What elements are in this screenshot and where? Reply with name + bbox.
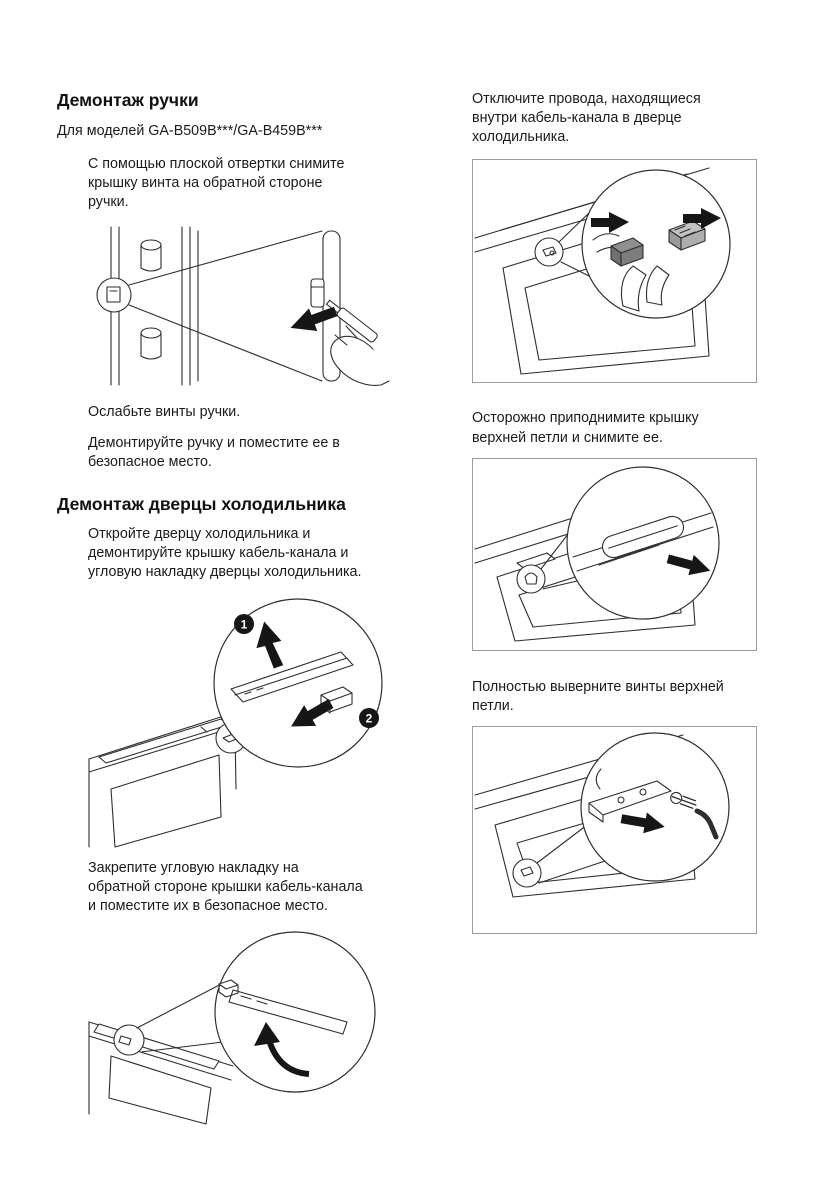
- hinge-cover-removal-illustration: [473, 459, 756, 650]
- step-attach-corner-trim: Закрепите угловую накладку на обратной стороне крышки кабель-канала и поместите их в безопасное место.: [88, 859, 363, 914]
- step-open-door-remove-cover: Откройте дверцу холодильника и демонтируйте крышку кабель-канала и угловую накладку дверцы холодильника.: [88, 526, 362, 581]
- handle-removal-illustration: [85, 221, 395, 391]
- figure-handle-removal: [85, 221, 415, 391]
- heading-handle-removal: Демонтаж ручки: [57, 90, 199, 110]
- heading-door-removal: Демонтаж дверцы холодильника: [57, 494, 346, 515]
- cable-cover-removal-illustration: [85, 591, 395, 851]
- step-remove-screw-cover: С помощью плоской отвертки снимите крышку винта на обратной стороне ручки.: [88, 156, 345, 211]
- step-unscrew-hinge: Полностью выверните винты верхней петли.: [472, 678, 724, 714]
- left-column: [57, 90, 415, 1132]
- figure-badge-1: 1: [240, 617, 248, 632]
- step-remove-handle: Демонтируйте ручку и поместите ее в безопасное место.: [88, 434, 340, 470]
- step-disconnect-wires: Отключите провода, находящиеся внутри кабель-канала в дверце холодильника.: [472, 91, 701, 146]
- figure-corner-trim-storage: [85, 924, 415, 1132]
- corner-trim-storage-illustration: [85, 924, 395, 1132]
- step-loosen-screws: Ослабьте винты ручки.: [88, 403, 241, 420]
- step-lift-hinge-cover: Осторожно приподнимите крышку верхней петли и снимите ее.: [472, 410, 699, 446]
- right-column: [472, 90, 757, 1132]
- figure-hinge-cover-removal: [472, 458, 757, 651]
- figure-badge-2: 2: [365, 711, 373, 726]
- figure-cable-cover-removal: [85, 591, 415, 851]
- disconnect-wires-illustration: [473, 160, 756, 382]
- models-line: Для моделей GA-B509B***/GA-B459B***: [57, 123, 323, 139]
- figure-disconnect-wires: [472, 159, 757, 383]
- hinge-screws-removal-illustration: [473, 727, 756, 933]
- figure-hinge-screws-removal: [472, 726, 757, 934]
